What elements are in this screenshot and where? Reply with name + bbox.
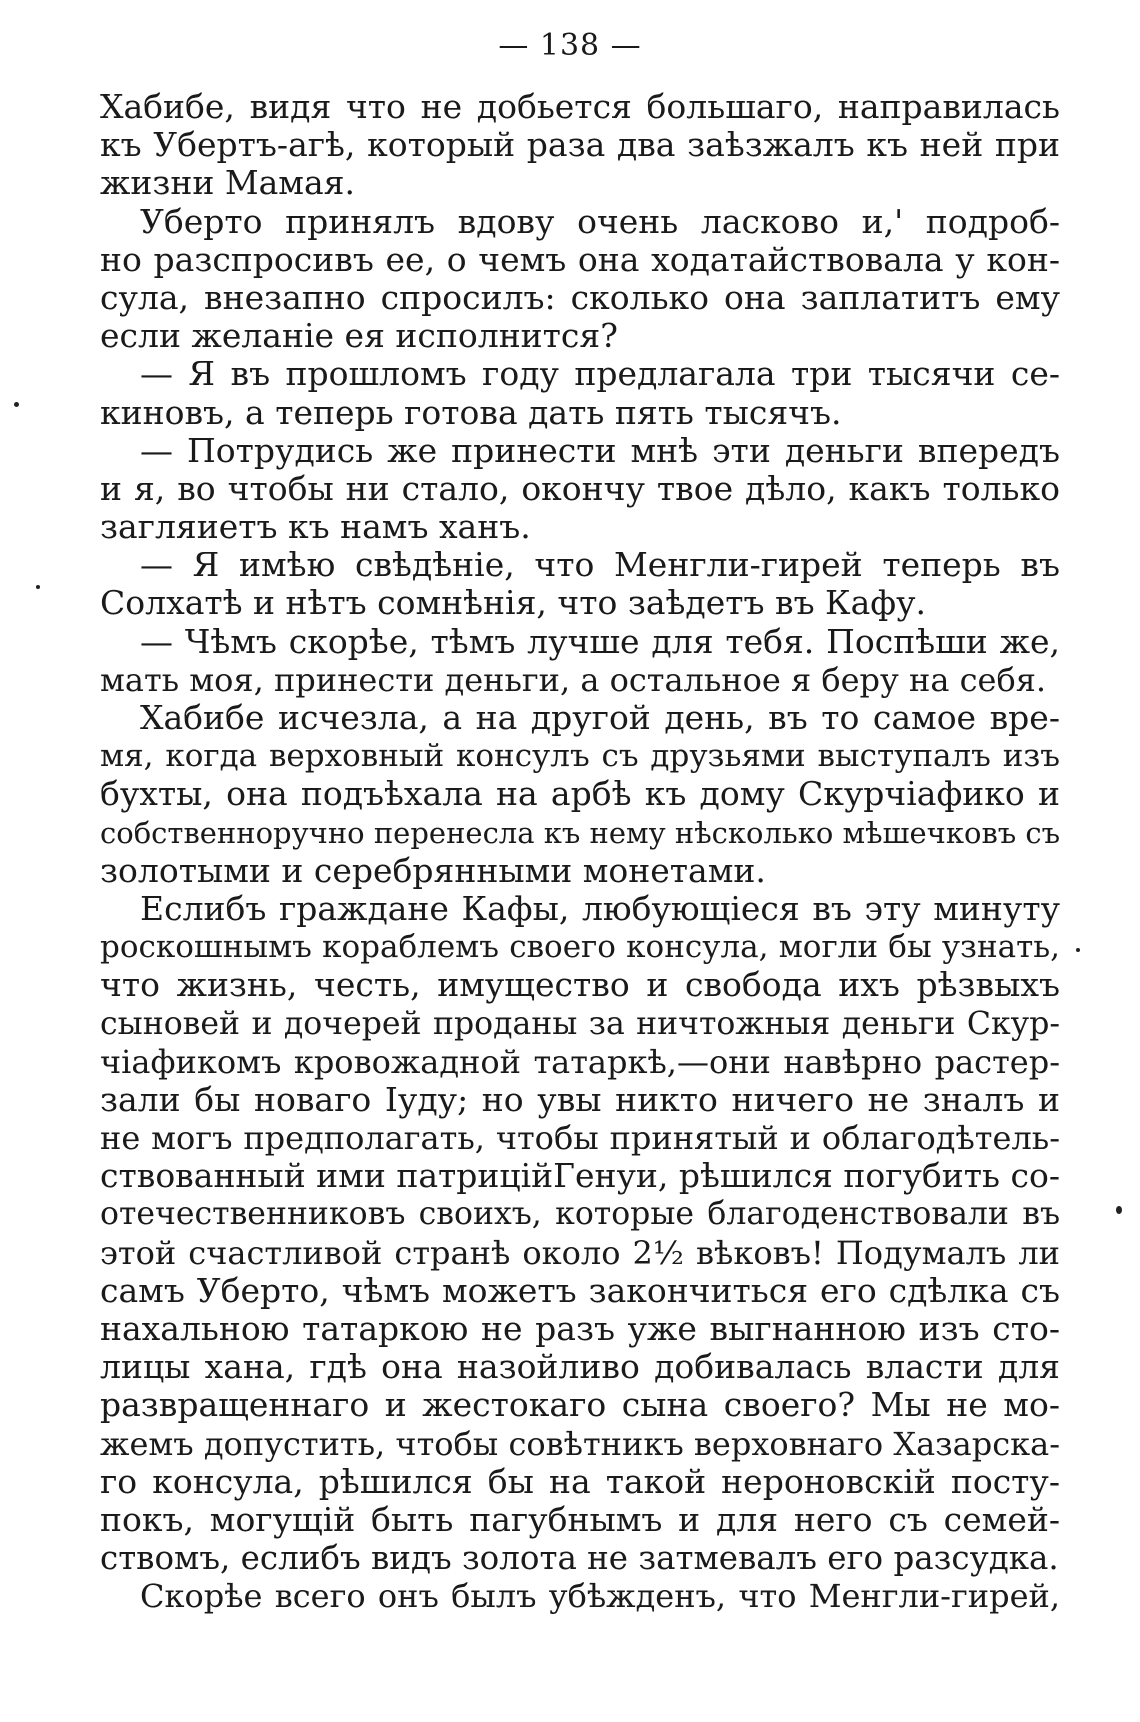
- page-number: — 138 —: [498, 28, 642, 63]
- text-line: жизни Мамая.: [100, 164, 355, 203]
- text-line: Хабибе исчезла, а на другой день, въ то самое вре-: [140, 699, 1060, 737]
- text-line: развращеннаго и жестокаго сына своего? Мы не мо-: [100, 1386, 1060, 1425]
- text-line: киновъ, а теперь готова дать пять тысячъ.: [100, 393, 842, 432]
- text-line: мя, когда верховный консулъ съ друзьями выступалъ изъ: [100, 738, 1060, 775]
- text-line: и я, во чтобы ни стало, окончу твое дѣло, какъ только: [100, 469, 1060, 508]
- text-line: — Чѣмъ скорѣе, тѣмъ лучше для тебя. Поспѣши же,: [140, 622, 1060, 661]
- text-line: этой счастливой странѣ около 2½ вѣковъ! Подумалъ ли: [100, 1233, 1060, 1272]
- text-line: Уберто принялъ вдову очень ласково и,' подроб-: [140, 202, 1060, 241]
- text-line: лицы хана, гдѣ она назойливо добивалась власти для: [100, 1348, 1060, 1387]
- text-line: самъ Уберто, чѣмъ можетъ закончиться его сдѣлка съ: [100, 1271, 1060, 1310]
- text-line: Еслибъ граждане Кафы, любующіеся въ эту минуту: [140, 889, 1060, 928]
- text-line: золотыми и серебрянными монетами.: [100, 851, 766, 890]
- text-line: зали бы новаго Іуду; но увы никто ничего не зналъ и: [100, 1080, 1060, 1119]
- print-speck: [36, 585, 40, 589]
- text-line: го консула, рѣшился бы на такой нероновскій посту-: [100, 1462, 1060, 1501]
- text-line: сула, внезапно спросилъ: сколько она заплатитъ ему: [100, 278, 1060, 317]
- text-line: ствомъ, еслибъ видъ золота не затмевалъ его разсудка.: [100, 1539, 1059, 1578]
- text-line: чіафикомъ кровожадной татаркѣ,—они навѣрно растер-: [100, 1042, 1060, 1081]
- text-line: нахальною татаркою не разъ уже выгнанною изъ сто-: [100, 1310, 1060, 1348]
- text-line: Хабибе, видя что не добьется большаго, направилась: [100, 88, 1060, 126]
- print-speck: [1076, 948, 1080, 952]
- text-body: [100, 88, 1060, 1616]
- text-line: — Я имѣю свѣдѣніе, что Менгли-гирей теперь въ: [140, 546, 1060, 585]
- text-line: мать моя, принести деньги, а остальное я беру на себя.: [100, 660, 1047, 699]
- text-line: Скорѣе всего онъ былъ убѣжденъ, что Менгли-гирей,: [140, 1577, 1060, 1616]
- text-line: бухты, она подъѣхала на арбѣ къ дому Скурчіафико и: [100, 775, 1060, 814]
- text-line: Солхатѣ и нѣтъ сомнѣнія, что заѣдетъ въ Кафу.: [100, 584, 926, 623]
- text-line: ствованный ими патриційГенуи, рѣшился погубить со-: [100, 1157, 1060, 1196]
- text-line: — Я въ прошломъ году предлагала три тысячи се-: [140, 355, 1060, 394]
- text-line: — Потрудись же принести мнѣ эти деньги впередъ: [140, 431, 1060, 470]
- print-speck: [1116, 1206, 1122, 1214]
- text-line: что жизнь, честь, имущество и свобода ихъ рѣзвыхъ: [100, 966, 1060, 1005]
- text-line: но разспросивъ ее, о чемъ она ходатайствовала у кон-: [100, 240, 1060, 279]
- text-line: отечественниковъ своихъ, которые благоденствовали въ: [100, 1196, 1060, 1233]
- print-speck: [14, 402, 19, 407]
- text-line: собственноручно перенесла къ нему нѣсколько мѣшечковъ съ: [100, 815, 1060, 850]
- text-line: если желаніе ея исполнится?: [100, 317, 618, 356]
- text-line: къ Убертъ-агѣ, который раза два заѣзжалъ къ ней при: [100, 126, 1060, 165]
- text-line: покъ, могущій быть пагубнымъ и для него съ семей-: [100, 1500, 1060, 1539]
- text-line: жемъ допустить, чтобы совѣтникъ верховнаго Хазарска-: [100, 1424, 1060, 1463]
- text-line: роскошнымъ кораблемъ своего консула, могли бы узнать,: [100, 929, 1060, 966]
- text-line: загляиетъ къ намъ ханъ.: [100, 508, 531, 547]
- text-line: не могъ предполагать, чтобы принятый и облагодѣтель-: [100, 1119, 1060, 1158]
- text-line: сыновей и дочерей проданы за ничтожныя деньги Скур-: [100, 1005, 1060, 1042]
